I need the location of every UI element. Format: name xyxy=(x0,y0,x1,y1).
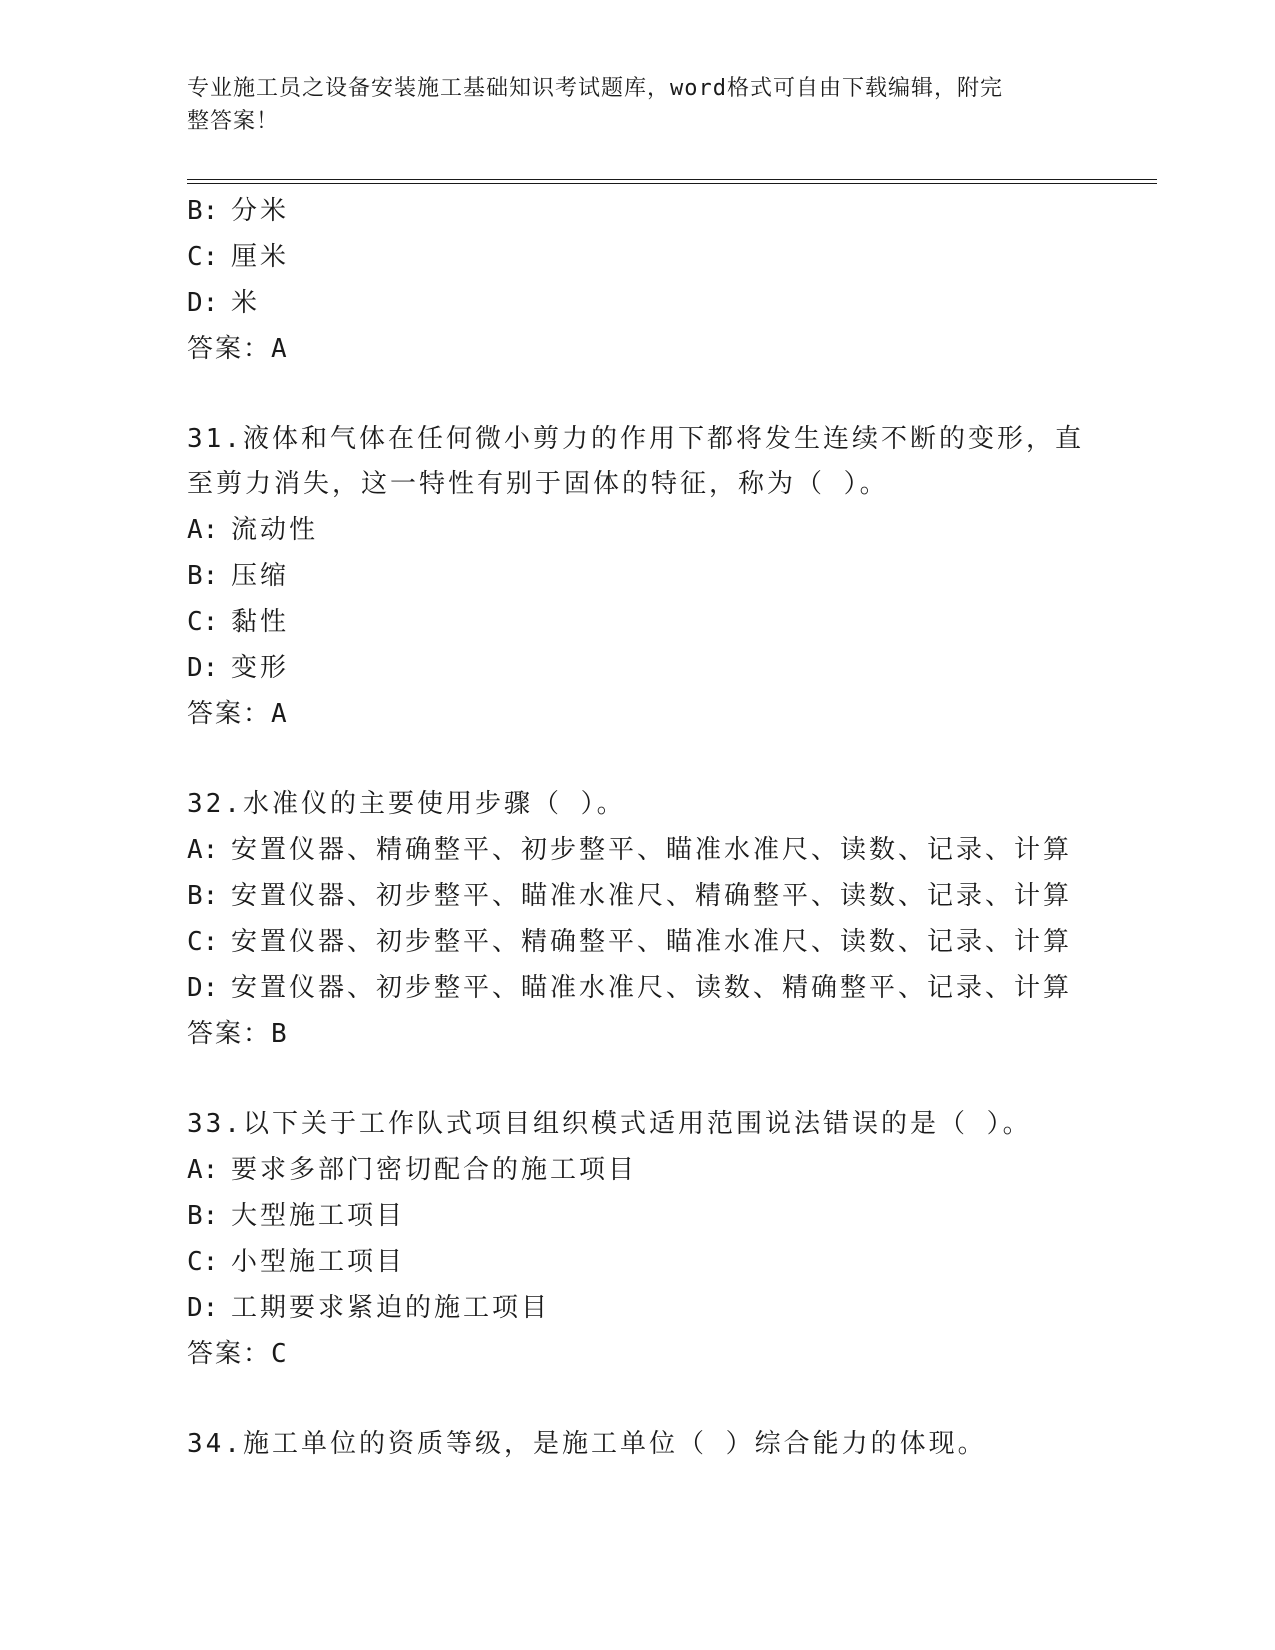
option-d: D: 米 xyxy=(187,288,261,318)
option-b: B: 分米 xyxy=(187,196,290,226)
option-c: C: 厘米 xyxy=(187,242,290,272)
question-stem: 33.以下关于工作队式项目组织模式适用范围说法错误的是（ ）。 xyxy=(187,1109,1032,1139)
header-line-2: 整答案！ xyxy=(187,109,280,134)
question-stem-cont: 至剪力消失，这一特性有别于固体的特征，称为（ ）。 xyxy=(187,469,889,499)
option-c: C: 安置仪器、初步整平、精确整平、瞄准水准尺、读数、记录、计算 xyxy=(187,927,1073,957)
answer: 答案：A xyxy=(187,334,289,364)
answer: 答案：A xyxy=(187,699,289,729)
header-line-1: 专业施工员之设备安装施工基础知识考试题库，word格式可自由下载编辑，附完 xyxy=(187,76,1003,101)
header-rule-bottom xyxy=(187,183,1157,184)
question-32 xyxy=(187,782,1147,1057)
option-b: B: 安置仪器、初步整平、瞄准水准尺、精确整平、读数、记录、计算 xyxy=(187,881,1073,911)
option-b: B: 压缩 xyxy=(187,561,290,591)
option-d: D: 工期要求紧迫的施工项目 xyxy=(187,1293,551,1323)
option-c: C: 黏性 xyxy=(187,607,290,637)
option-b: B: 大型施工项目 xyxy=(187,1201,406,1231)
option-a: A: 要求多部门密切配合的施工项目 xyxy=(187,1155,638,1185)
question-stem: 31.液体和气体在任何微小剪力的作用下都将发生连续不断的变形，直 xyxy=(187,424,1084,454)
option-d: D: 安置仪器、初步整平、瞄准水准尺、读数、精确整平、记录、计算 xyxy=(187,973,1073,1003)
option-d: D: 变形 xyxy=(187,653,290,683)
question-stem: 34.施工单位的资质等级，是施工单位（ ）综合能力的体现。 xyxy=(187,1429,987,1459)
question-33 xyxy=(187,1102,1147,1377)
option-c: C: 小型施工项目 xyxy=(187,1247,406,1277)
document-header xyxy=(187,72,1067,138)
question-31 xyxy=(187,417,1147,737)
option-a: A: 安置仪器、精确整平、初步整平、瞄准水准尺、读数、记录、计算 xyxy=(187,835,1073,865)
option-a: A: 流动性 xyxy=(187,515,319,545)
question-34 xyxy=(187,1422,1147,1467)
header-rule-top xyxy=(187,179,1157,180)
question-30-continued xyxy=(187,188,1147,372)
answer: 答案：C xyxy=(187,1339,289,1369)
question-stem: 32.水准仪的主要使用步骤（ ）。 xyxy=(187,789,626,819)
answer: 答案：B xyxy=(187,1019,289,1049)
question-list xyxy=(187,188,1147,1467)
